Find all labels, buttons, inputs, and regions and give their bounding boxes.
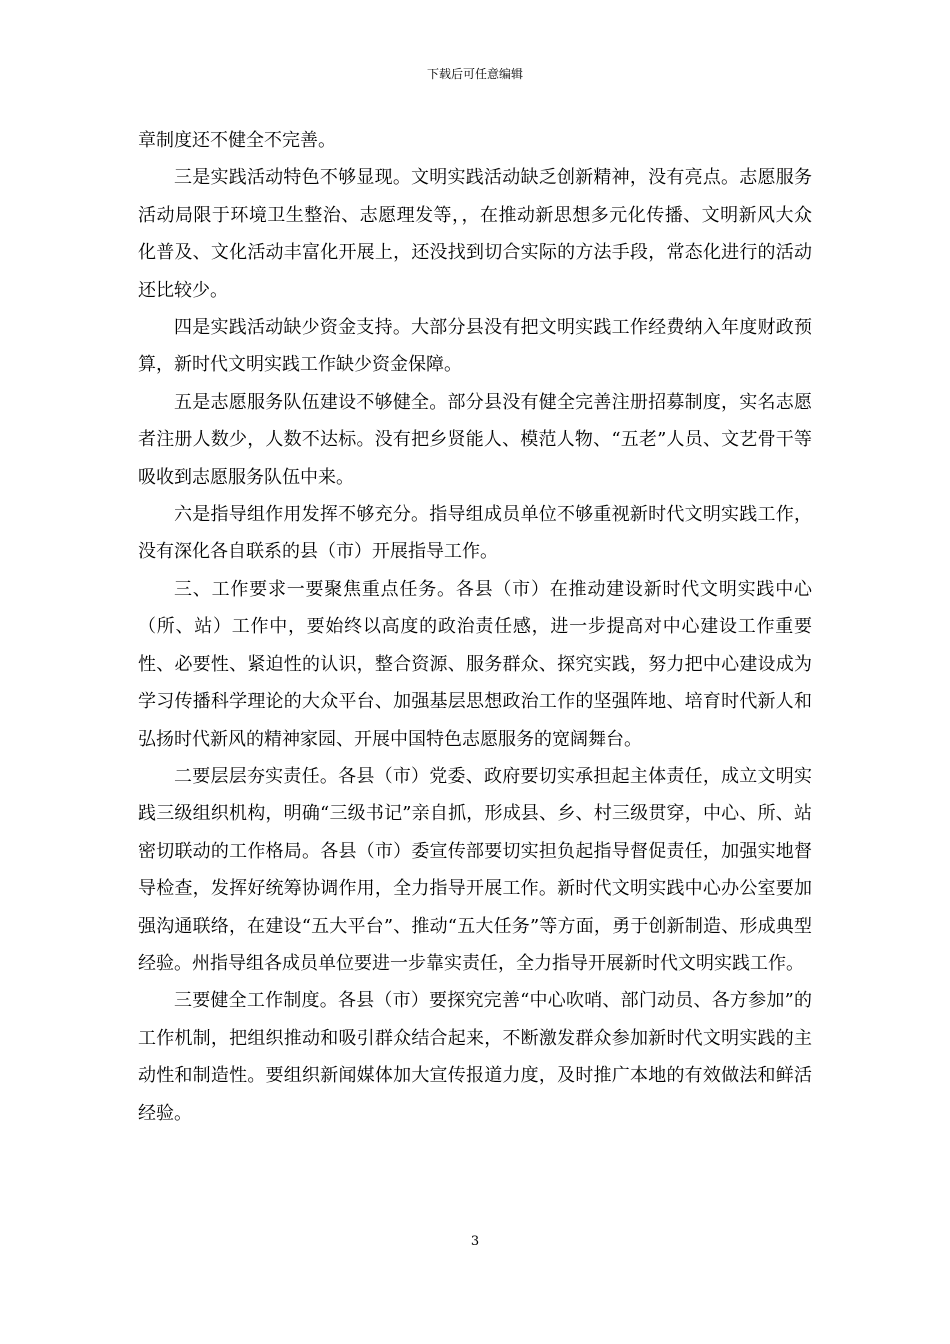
page-number: 3 xyxy=(470,1234,480,1249)
document-body xyxy=(138,122,812,1132)
paragraph-8: 三要健全工作制度。各县（市）要探究完善“中心吹哨、部门动员、各方参加”的工作机制，把组织推动和吸引群众结合起来，不断激发群众参加新时代文明实践的主动性和制造性。要组织新闻媒体加大宣传报道力度，及时推广本地的有效做法和鲜活经验。 xyxy=(138,990,812,1124)
header-note: 下载后可任意编辑 xyxy=(426,67,523,81)
paragraph-5: 六是指导组作用发挥不够充分。指导组成员单位不够重视新时代文明实践工作，没有深化各自联系的县（市）开展指导工作。 xyxy=(138,504,812,563)
paragraph-3: 四是实践活动缺少资金支持。大部分县没有把文明实践工作经费纳入年度财政预算，新时代文明实践工作缺少资金保障。 xyxy=(138,317,812,376)
paragraph-2: 三是实践活动特色不够显现。文明实践活动缺乏创新精神，没有亮点。志愿服务活动局限于环境卫生整治、志愿理发等，，在推动新思想多元化传播、文明新风大众化普及、文化活动丰富化开展上，还没找到切合实际的方法手段，常态化进行的活动还比较少。 xyxy=(138,167,812,301)
paragraph-6: 三、工作要求一要聚焦重点任务。各县（市）在推动建设新时代文明实践中心（所、站）工作中，要始终以高度的政治责任感，进一步提高对中心建设工作重要性、必要性、紧迫性的认识，整合资源、服务群众、探究实践，努力把中心建设成为学习传播科学理论的大众平台、加强基层思想政治工作的坚强阵地、培育时代新人和弘扬时代新风的精神家园、开展中国特色志愿服务的宽阔舞台。 xyxy=(138,578,812,750)
paragraph-1: 章制度还不健全不完善。 xyxy=(138,130,336,151)
paragraph-4: 五是志愿服务队伍建设不够健全。部分县没有健全完善注册招募制度，实名志愿者注册人数少，人数不达标。没有把乡贤能人、模范人物、“五老”人员、文艺骨干等吸收到志愿服务队伍中来。 xyxy=(138,391,812,488)
paragraph-7: 二要层层夯实责任。各县（市）党委、政府要切实承担起主体责任，成立文明实践三级组织机构，明确“三级书记”亲自抓，形成县、乡、村三级贯穿，中心、所、站密切联动的工作格局。各县（市）委宣传部要切实担负起指导督促责任，加强实地督导检查，发挥好统筹协调作用，全力指导开展工作。新时代文明实践中心办公室要加强沟通联络，在建设“五大平台”、推动“五大任务”等方面，勇于创新制造、形成典型经验。州指导组各成员单位要进一步靠实责任，全力指导开展新时代文明实践工作。 xyxy=(138,765,812,974)
